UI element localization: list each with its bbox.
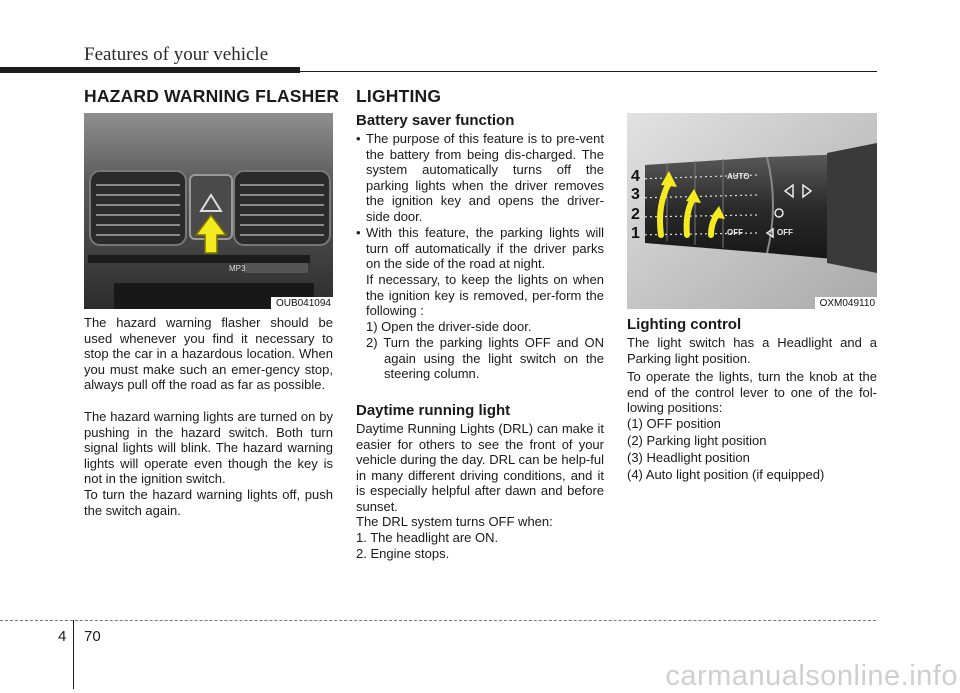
hazard-photo-code: OUB041094 (271, 297, 333, 309)
lighting-control-paragraph-2: To operate the lights, turn the knob at the end of the control lever to one of the fol-lowing positions: (627, 369, 877, 415)
footer-rule (0, 620, 876, 621)
position-item-3: (3) Headlight position (627, 450, 750, 465)
battery-saver-note: If necessary, to keep the lights on when the ignition key is removed, per-form the following : (366, 272, 604, 318)
lighting-control-paragraph-1: The light switch has a Headlight and a Parking light position. (627, 335, 877, 366)
battery-saver-bullet-2: • With this feature, the parking lights will turn off automatically if the driver parks on the side of the road at night. (356, 225, 604, 271)
light-switch-photo (627, 113, 877, 309)
auto-label: AUTO (727, 172, 750, 181)
mp3-label: MP3 (229, 264, 246, 273)
header-rule-thick (0, 67, 300, 73)
position-label-2: 2 (631, 206, 640, 223)
header-rule-thin (300, 71, 877, 72)
bullet-dot: • (356, 225, 361, 240)
light-switch-illustration (627, 113, 877, 309)
position-label-1: 1 (631, 225, 640, 242)
drl-paragraph: Daytime Running Lights (DRL) can make it easier for others to see the front of your vehicle during the day. DRL can be help-ful in many different driving conditions, and it is especially helpful after dawn and before sunset. (356, 421, 604, 514)
off-label-knob: OFF (727, 228, 743, 237)
drl-condition-2: 2. Engine stops. (356, 546, 450, 561)
lighting-control-title: Lighting control (627, 316, 742, 333)
battery-saver-title: Battery saver function (356, 112, 515, 129)
battery-saver-step-2: 2) Turn the parking lights OFF and ON again using the light switch on the steering column. (366, 335, 604, 381)
off-label-fog: OFF (777, 228, 793, 237)
position-label-3: 3 (631, 186, 640, 203)
hazard-switch-illustration (84, 113, 333, 309)
light-switch-photo-code: OXM049110 (815, 297, 877, 309)
footer-divider (73, 620, 74, 689)
battery-saver-step-1: 1) Open the driver-side door. (366, 319, 532, 334)
watermark[interactable]: carmanualsonline.info (665, 660, 958, 692)
position-label-4: 4 (631, 168, 640, 185)
hazard-paragraph-3: To turn the hazard warning lights off, push the switch again. (84, 487, 333, 518)
battery-saver-bullet-1: • The purpose of this feature is to pre-vent the battery from being dis-charged. The system automatically turns off the parking lights when the driver removes the ignition key and opens the driver- side door. (356, 131, 604, 224)
hazard-paragraph-1: The hazard warning flasher should be used whenever you find it necessary to stop the car in a hazardous location. When you must make such an emer-gency stop, always pull off the road as far as possible. (84, 315, 333, 392)
hazard-paragraph-2: The hazard warning lights are turned on by pushing in the hazard switch. Both turn signal lights will blink. The hazard warning lights will operate even though the key is not in the ignition switch. (84, 409, 333, 486)
hazard-heading: HAZARD WARNING FLASHER (84, 86, 340, 106)
position-item-4: (4) Auto light position (if equipped) (627, 467, 825, 482)
drl-condition-1: 1. The headlight are ON. (356, 530, 499, 545)
drl-turns-off-intro: The DRL system turns OFF when: (356, 514, 553, 529)
bullet-dot: • (356, 131, 361, 146)
drl-title: Daytime running light (356, 402, 511, 419)
lighting-heading: LIGHTING (356, 86, 442, 106)
position-item-2: (2) Parking light position (627, 433, 767, 448)
page-number: 70 (84, 628, 101, 645)
hazard-switch-photo (84, 113, 333, 309)
header-title: Features of your vehicle (84, 44, 269, 65)
chapter-number: 4 (58, 628, 67, 645)
position-item-1: (1) OFF position (627, 416, 721, 431)
